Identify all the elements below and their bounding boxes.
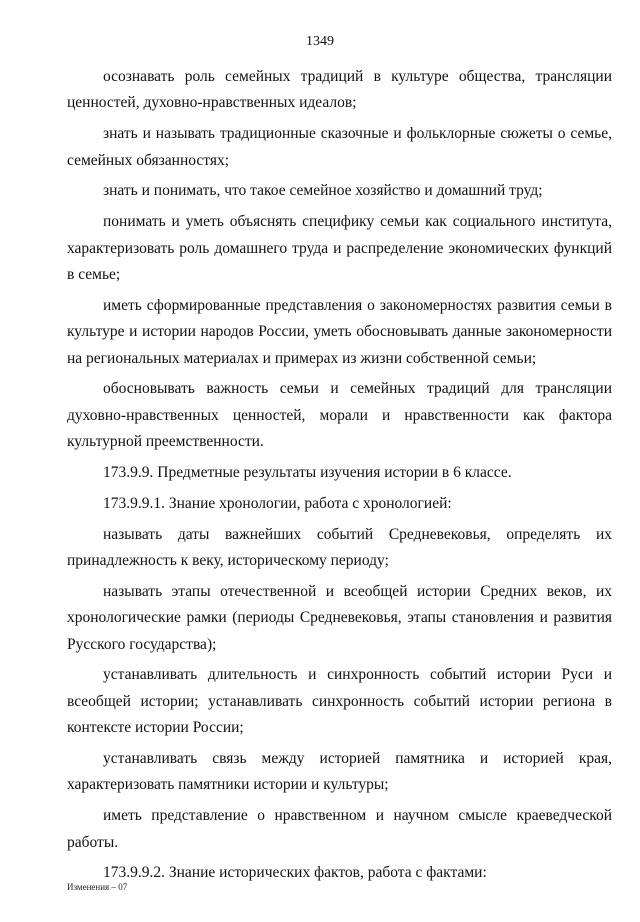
paragraph-1: осознавать роль семейных традиций в культуре общества, трансляции ценностей, духовно-нравственных идеалов; — [67, 68, 612, 112]
paragraph-9: называть даты важнейших событий Средневековья, определять их принадлежность к веку, историческому периоду; — [67, 525, 612, 570]
paragraph-12: устанавливать связь между историей памятника и историей края, характеризовать памятники истории и культуры; — [67, 750, 612, 794]
paragraph-10: называть этапы отечественной и всеобщей истории Средних веков, их хронологические рамки (периоды Средневековья, этапы становления и развития Русского государства); — [67, 582, 612, 653]
footer-revision-note: Изменения – 07 — [67, 882, 128, 892]
page-number: 1349 — [306, 34, 334, 49]
paragraph-4: понимать и уметь объяснять специфику семьи как социального института, характеризовать роль домашнего труда и распределение экономических функций в семье; — [67, 213, 612, 284]
page-body — [67, 64, 612, 891]
paragraph-5: иметь сформированные представления о закономерностях развития семьи в культуре и истории народов России, уметь обосновывать данные закономерности на региональных материалах и примерах из жизни собственной семьи; — [67, 296, 612, 367]
subsection-heading-173-9-9-2: 173.9.9.2. Знание исторических фактов, работа с фактами: — [103, 864, 487, 882]
paragraph-3: знать и понимать, что такое семейное хозяйство и домашний труд; — [103, 182, 543, 200]
paragraph-11: устанавливать длительность и синхронность событий истории Руси и всеобщей истории; устанавливать синхронность событий истории региона в контексте истории России; — [67, 666, 612, 737]
paragraph-13: иметь представление о нравственном и научном смысле краеведческой работы. — [67, 807, 612, 851]
paragraph-6: обосновывать важность семьи и семейных традиций для трансляции духовно-нравственных ценностей, морали и нравственности как фактора культурной преемственности. — [67, 380, 612, 451]
subsection-heading-173-9-9-1: 173.9.9.1. Знание хронологии, работа с хронологией: — [103, 494, 452, 512]
section-heading-173-9-9: 173.9.9. Предметные результаты изучения истории в 6 классе. — [103, 464, 512, 482]
paragraph-2: знать и называть традиционные сказочные и фольклорные сюжеты о семье, семейных обязанностях; — [67, 125, 612, 169]
